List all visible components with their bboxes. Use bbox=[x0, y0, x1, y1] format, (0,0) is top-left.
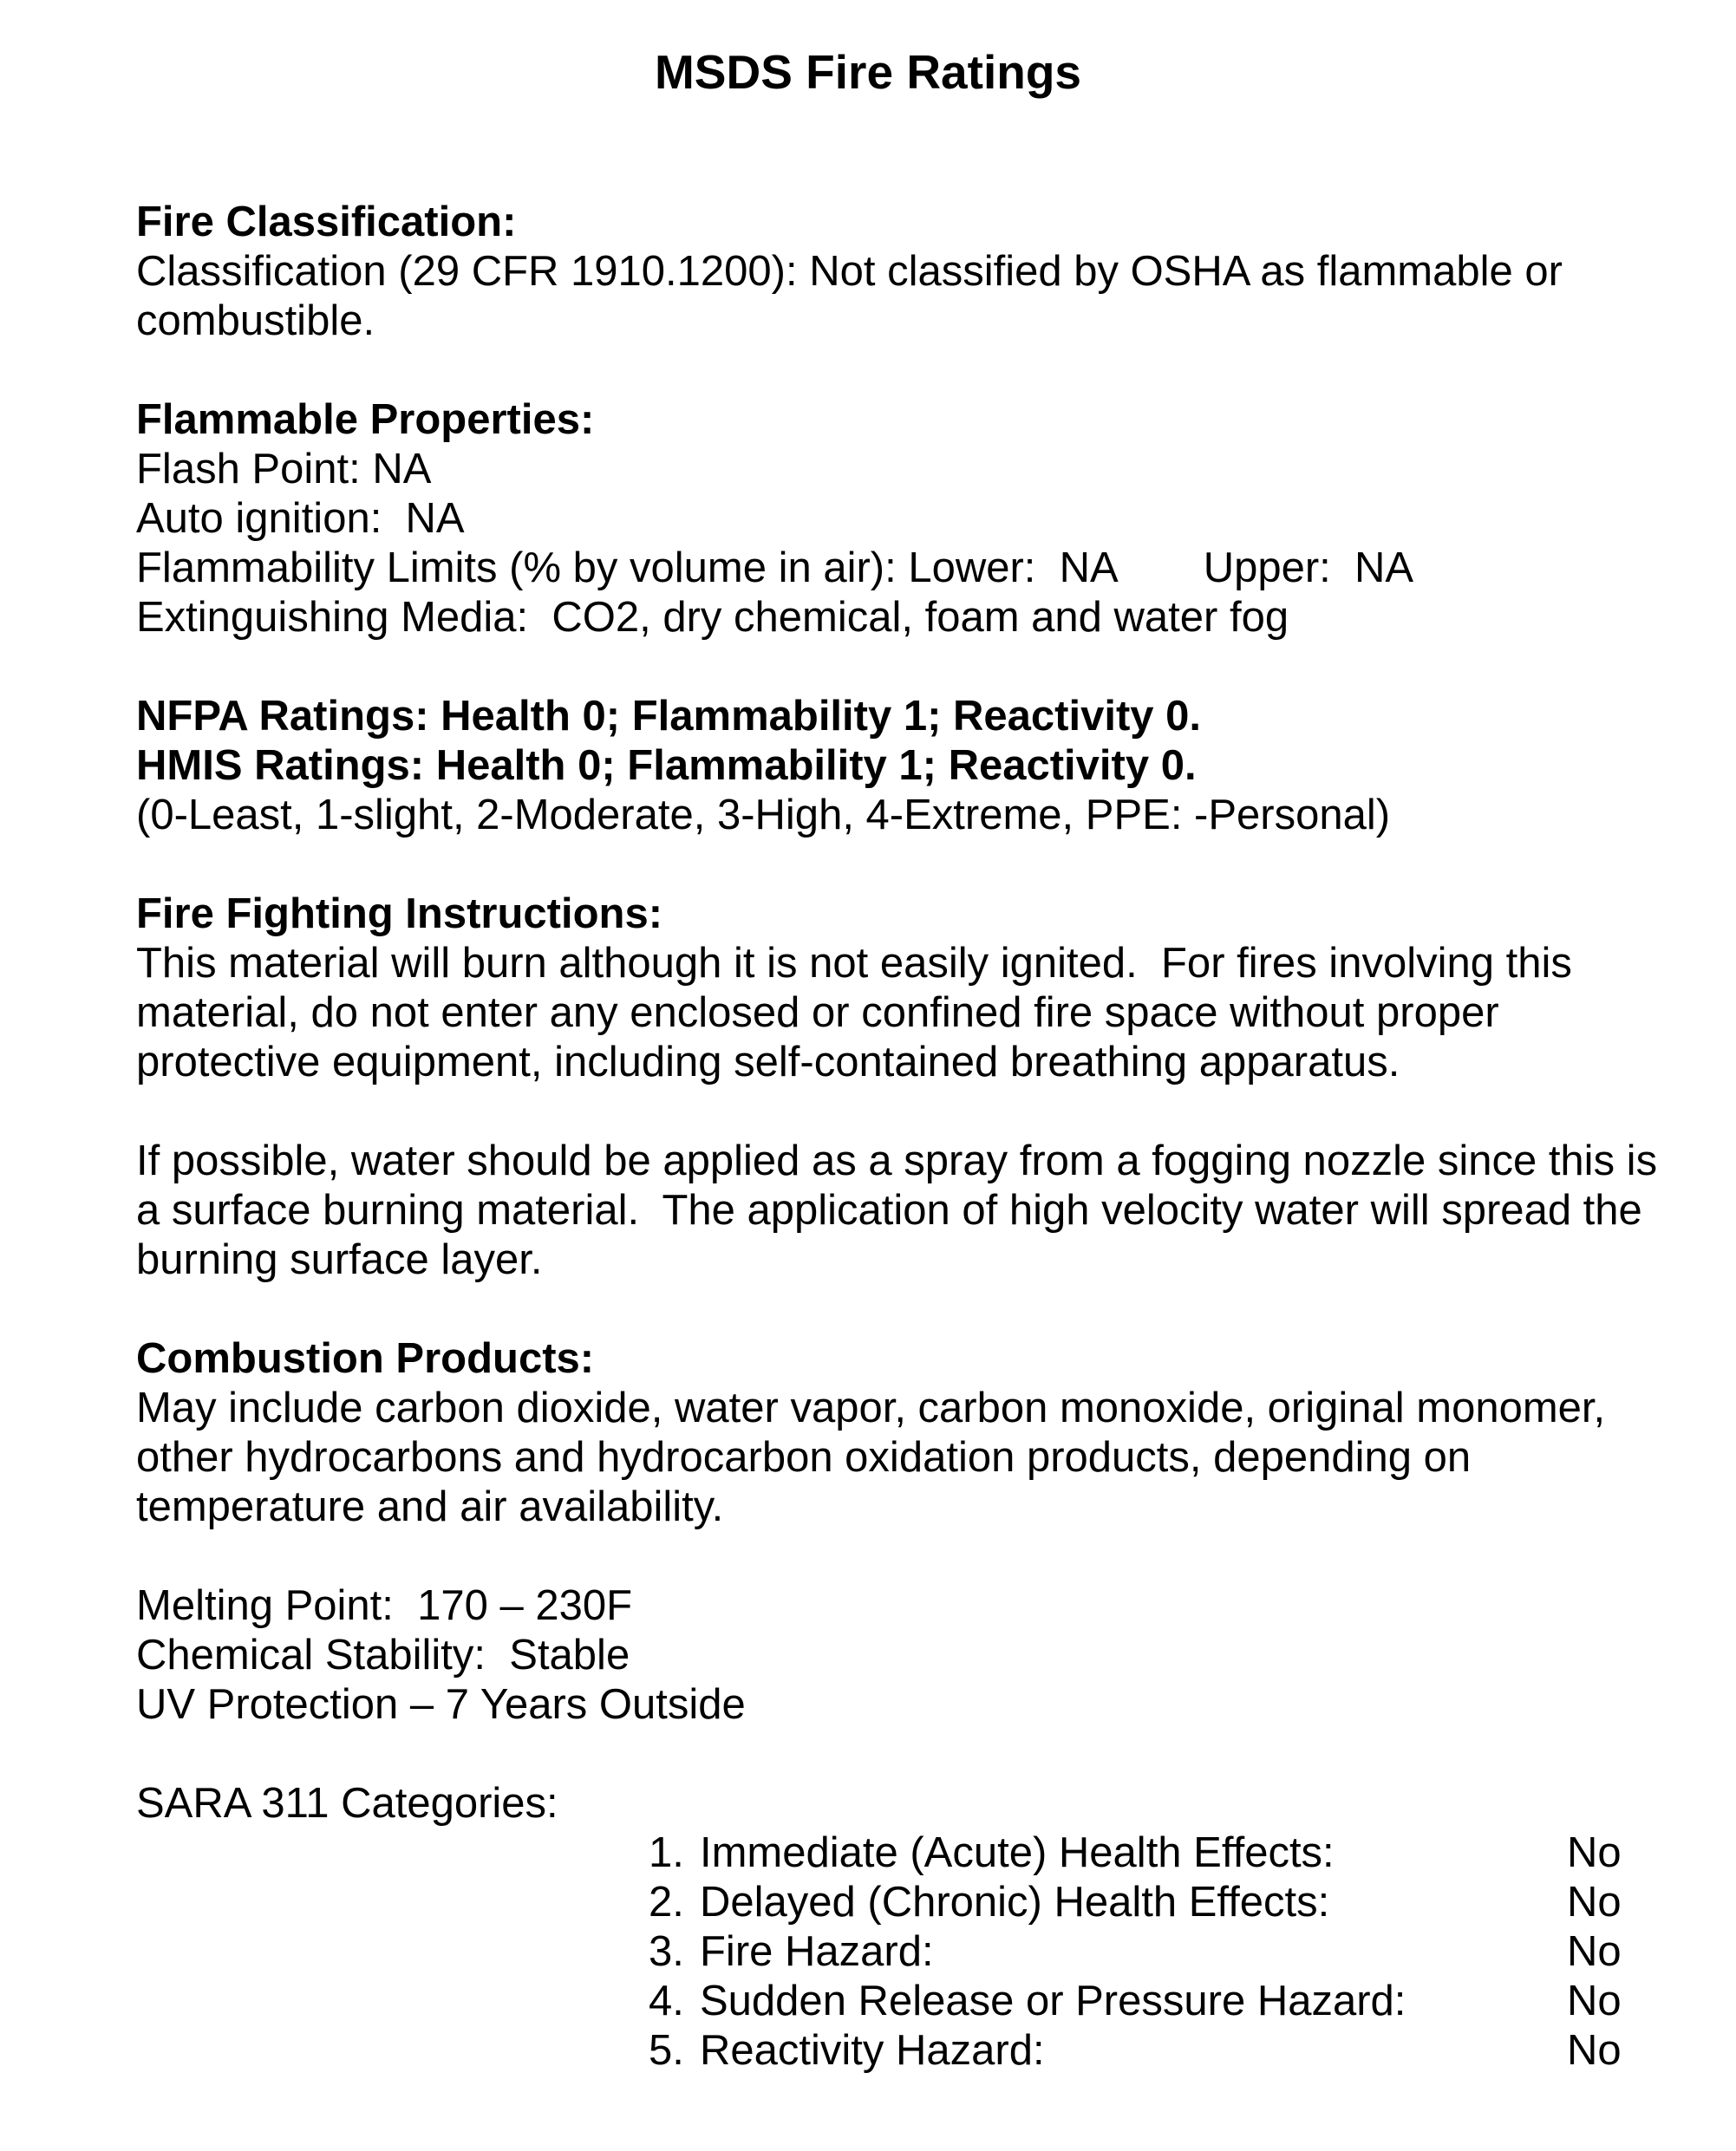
fire-fighting-text-line: a surface burning material. The application of high velocity water will spread the bbox=[136, 1187, 1642, 1234]
sara-item-value: No bbox=[1567, 1829, 1622, 1876]
extinguishing-media-text: Extinguishing Media: CO2, dry chemical, foam and water fog bbox=[136, 594, 1289, 641]
sara-item-label: Reactivity Hazard: bbox=[700, 2027, 1045, 2074]
page-title: MSDS Fire Ratings bbox=[654, 45, 1082, 99]
sara-category-item bbox=[136, 2026, 1697, 2076]
sara-item-label: Fire Hazard: bbox=[700, 1928, 934, 1975]
sara-item-number: 5. bbox=[649, 2027, 684, 2074]
section-heading: Combustion Products: bbox=[136, 1335, 595, 1382]
uv-protection-text: UV Protection – 7 Years Outside bbox=[136, 1681, 746, 1728]
sara-item-label: Sudden Release or Pressure Hazard: bbox=[700, 1978, 1406, 2024]
sara-item-value: No bbox=[1567, 1879, 1622, 1926]
combustion-text-line: other hydrocarbons and hydrocarbon oxidation products, depending on bbox=[136, 1434, 1472, 1481]
sara-item-number: 4. bbox=[649, 1978, 684, 2024]
sara-item-value: No bbox=[1567, 1978, 1622, 2024]
sara-item-value: No bbox=[1567, 1928, 1622, 1975]
flash-point-text: Flash Point: NA bbox=[136, 446, 432, 492]
combustion-text-line: May include carbon dioxide, water vapor, carbon monoxide, original monomer, bbox=[136, 1385, 1606, 1431]
fire-classification-section bbox=[136, 198, 1697, 346]
sara-item-value: No bbox=[1567, 2027, 1622, 2074]
sara-item-label: Delayed (Chronic) Health Effects: bbox=[700, 1879, 1330, 1926]
fire-fighting-text-line: If possible, water should be applied as a spray from a fogging nozzle since this is bbox=[136, 1137, 1658, 1184]
auto-ignition-text: Auto ignition: NA bbox=[136, 495, 465, 542]
fire-fighting-section bbox=[136, 890, 1697, 1087]
section-heading: Flammable Properties: bbox=[136, 396, 595, 443]
flammable-properties-section bbox=[136, 395, 1697, 642]
ratings-section bbox=[136, 692, 1697, 840]
chemical-stability-text: Chemical Stability: Stable bbox=[136, 1632, 630, 1678]
sara-heading: SARA 311 Categories: bbox=[136, 1780, 558, 1827]
fire-fighting-text-line: burning surface layer. bbox=[136, 1236, 543, 1283]
sara-category-item bbox=[136, 1977, 1697, 2026]
flammability-limits-line bbox=[136, 544, 1697, 593]
melting-point-text: Melting Point: 170 – 230F bbox=[136, 1582, 633, 1629]
classification-text-line: Classification (29 CFR 1910.1200): Not classified by OSHA as flammable or bbox=[136, 248, 1563, 295]
physical-properties-section bbox=[136, 1581, 1697, 1730]
hmis-ratings-text: HMIS Ratings: Health 0; Flammability 1; Reactivity 0. bbox=[136, 742, 1197, 789]
sara-category-item bbox=[136, 1927, 1697, 1977]
sara-category-list bbox=[136, 1828, 1697, 2076]
sara-item-number: 1. bbox=[649, 1829, 684, 1876]
sara-item-label: Immediate (Acute) Health Effects: bbox=[700, 1829, 1335, 1876]
fire-fighting-text-line: protective equipment, including self-contained breathing apparatus. bbox=[136, 1039, 1400, 1085]
combustion-text-line: temperature and air availability. bbox=[136, 1483, 724, 1530]
sara-item-number: 3. bbox=[649, 1928, 684, 1975]
sara-category-item bbox=[136, 1878, 1697, 1927]
nfpa-ratings-text: NFPA Ratings: Health 0; Flammability 1; Reactivity 0. bbox=[136, 693, 1202, 740]
fire-fighting-text-line: material, do not enter any enclosed or confined fire space without proper bbox=[136, 989, 1499, 1036]
document-body bbox=[136, 198, 1697, 2125]
fire-fighting-text-line: This material will burn although it is not easily ignited. For fires involving this bbox=[136, 940, 1572, 987]
fire-fighting-paragraph-2 bbox=[136, 1137, 1697, 1285]
flammability-lower-text: Flammability Limits (% by volume in air): Lower: NA bbox=[136, 544, 1119, 591]
section-heading: Fire Classification: bbox=[136, 199, 517, 245]
sara-category-item bbox=[136, 1828, 1697, 1878]
flammability-upper-text: Upper: NA bbox=[1203, 544, 1414, 591]
ratings-scale-text: (0-Least, 1-slight, 2-Moderate, 3-High, 4-Extreme, PPE: -Personal) bbox=[136, 792, 1391, 838]
classification-text-line: combustible. bbox=[136, 297, 375, 344]
sara-section bbox=[136, 1779, 1697, 2076]
sara-item-number: 2. bbox=[649, 1879, 684, 1926]
combustion-products-section bbox=[136, 1334, 1697, 1532]
section-heading: Fire Fighting Instructions: bbox=[136, 890, 663, 937]
